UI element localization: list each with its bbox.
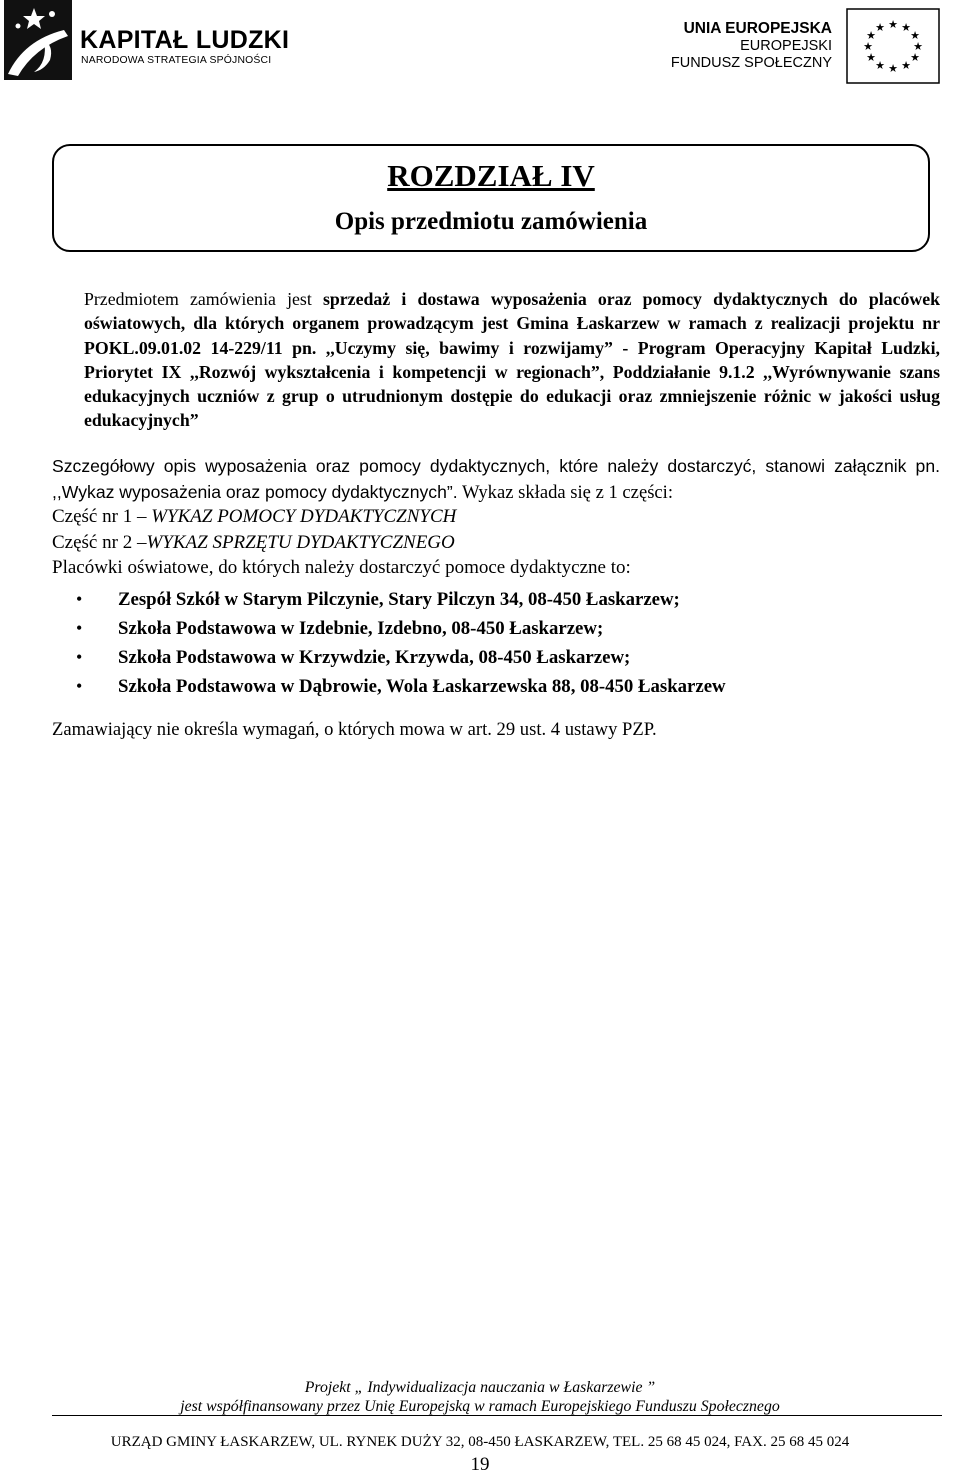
list-item — [52, 672, 932, 701]
school-name: Szkoła Podstawowa w Dąbrowie, Wola Łaskarzewska 88, 08-450 Łaskarzew — [118, 676, 726, 697]
kapital-ludzki-title: KAPITAŁ LUDZKI — [80, 26, 290, 54]
part-2-line — [52, 532, 455, 554]
svg-text:★: ★ — [888, 62, 898, 75]
schools-list — [52, 585, 932, 701]
svg-text:★: ★ — [875, 59, 885, 72]
svg-text:★: ★ — [901, 21, 911, 34]
ue-fund-line2: FUNDUSZ SPOŁECZNY — [670, 55, 832, 71]
list-item — [52, 585, 932, 614]
part-1-name: WYKAZ POMOCY DYDAKTYCZNYCH — [151, 506, 457, 527]
page-number: 19 — [470, 1454, 490, 1475]
intro-lead: Przedmiotem zamówienia jest — [84, 289, 323, 309]
svg-text:★: ★ — [866, 51, 876, 64]
list-item — [52, 643, 932, 672]
bullet-icon: • — [76, 589, 83, 609]
svg-text:★: ★ — [901, 59, 911, 72]
ue-title: UNIA EUROPEJSKA — [683, 20, 832, 37]
details-text-2: Wykaz składa się z 1 części: — [457, 481, 674, 503]
chapter-title-box — [52, 144, 930, 252]
school-name: Szkoła Podstawowa w Krzywdzie, Krzywda, 08-450 Łaskarzew; — [118, 647, 631, 668]
part-2-name: WYKAZ SPRZĘTU DYDAKTYCZNEGO — [146, 532, 455, 553]
eu-logo — [670, 8, 940, 86]
svg-text:★: ★ — [910, 29, 920, 42]
footer-project-line-2: jest współfinansowany przez Unię Europejską w ramach Europejskiego Funduszu Społecznego — [180, 1398, 780, 1415]
intro-paragraph — [84, 287, 940, 433]
ue-fund-line1: EUROPEJSKI — [740, 38, 832, 54]
part-1-line — [52, 506, 456, 528]
school-name: Szkoła Podstawowa w Izdebnie, Izdebno, 08-450 Łaskarzew; — [118, 618, 604, 639]
bullet-icon: • — [76, 676, 83, 696]
eu-flag-icon — [846, 8, 940, 84]
kapital-ludzki-emblem-icon — [4, 0, 72, 80]
svg-text:★: ★ — [910, 51, 920, 64]
details-paragraph — [52, 454, 940, 505]
bullet-icon: • — [76, 618, 83, 638]
svg-text:★: ★ — [875, 21, 885, 34]
list-item — [52, 614, 932, 643]
schools-intro: Placówki oświatowe, do których należy dostarczyć pomoce dydaktyczne to: — [52, 557, 631, 578]
closing-sentence: Zamawiający nie określa wymagań, o których mowa w art. 29 ust. 4 ustawy PZP. — [52, 719, 657, 740]
svg-text:★: ★ — [913, 40, 923, 53]
kapital-ludzki-logo — [4, 0, 294, 80]
footer-project-info — [0, 1378, 960, 1416]
footer-divider — [52, 1415, 942, 1416]
footer-project-line-1: Projekt „ Indywidualizacja nauczania w Łaskarzewie ” — [304, 1379, 656, 1396]
svg-text:★: ★ — [866, 29, 876, 42]
svg-text:★: ★ — [863, 40, 873, 53]
details-text-1: Szczegółowy opis wyposażenia oraz pomocy dydaktycznych, które należy dostarczyć, stanowi załącznik pn. ,,Wykaz wyposażenia oraz pomocy dydaktycznych”. — [52, 456, 940, 502]
school-name: Zespół Szkół w Starym Pilczynie, Stary Pilczyn 34, 08-450 Łaskarzew; — [118, 589, 680, 610]
intro-bold: sprzedaż i dostawa wyposażenia oraz pomocy dydaktycznych do placówek oświatowych, dla których organem prowadzącym jest Gmina Łaskarzew w ramach z realizacji projektu nr POKL.09.01.02 14-229/11 pn. ,,Uczymy się, bawimy i rozwijamy” - Program Operacyjny Kapitał Ludzki, Priorytet IX ,,Rozwój wykształcenia i kompetencji w regionach”, Poddziałanie 9.1.2 ,,Wyrównywanie szans edukacyjnych uczniów z grup o utrudnionym dostępie do edukacji oraz zmniejszenie różnic w jakości usług edukacyjnych” — [84, 289, 940, 431]
svg-text:★: ★ — [888, 18, 898, 31]
part-2-prefix: Część nr 2 – — [52, 532, 147, 553]
kapital-ludzki-subtitle: NARODOWA STRATEGIA SPÓJNOŚCI — [81, 55, 272, 66]
part-1-prefix: Część nr 1 – — [52, 506, 152, 527]
chapter-heading: ROZDZIAŁ IV — [387, 158, 595, 193]
footer-address: URZĄD GMINY ŁASKARZEW, UL. RYNEK DUŻY 32, 08-450 ŁASKARZEW, TEL. 25 68 45 024, FAX. 25 68 45 024 — [110, 1434, 850, 1450]
bullet-icon: • — [76, 647, 83, 667]
chapter-subtitle: Opis przedmiotu zamówienia — [334, 208, 648, 235]
